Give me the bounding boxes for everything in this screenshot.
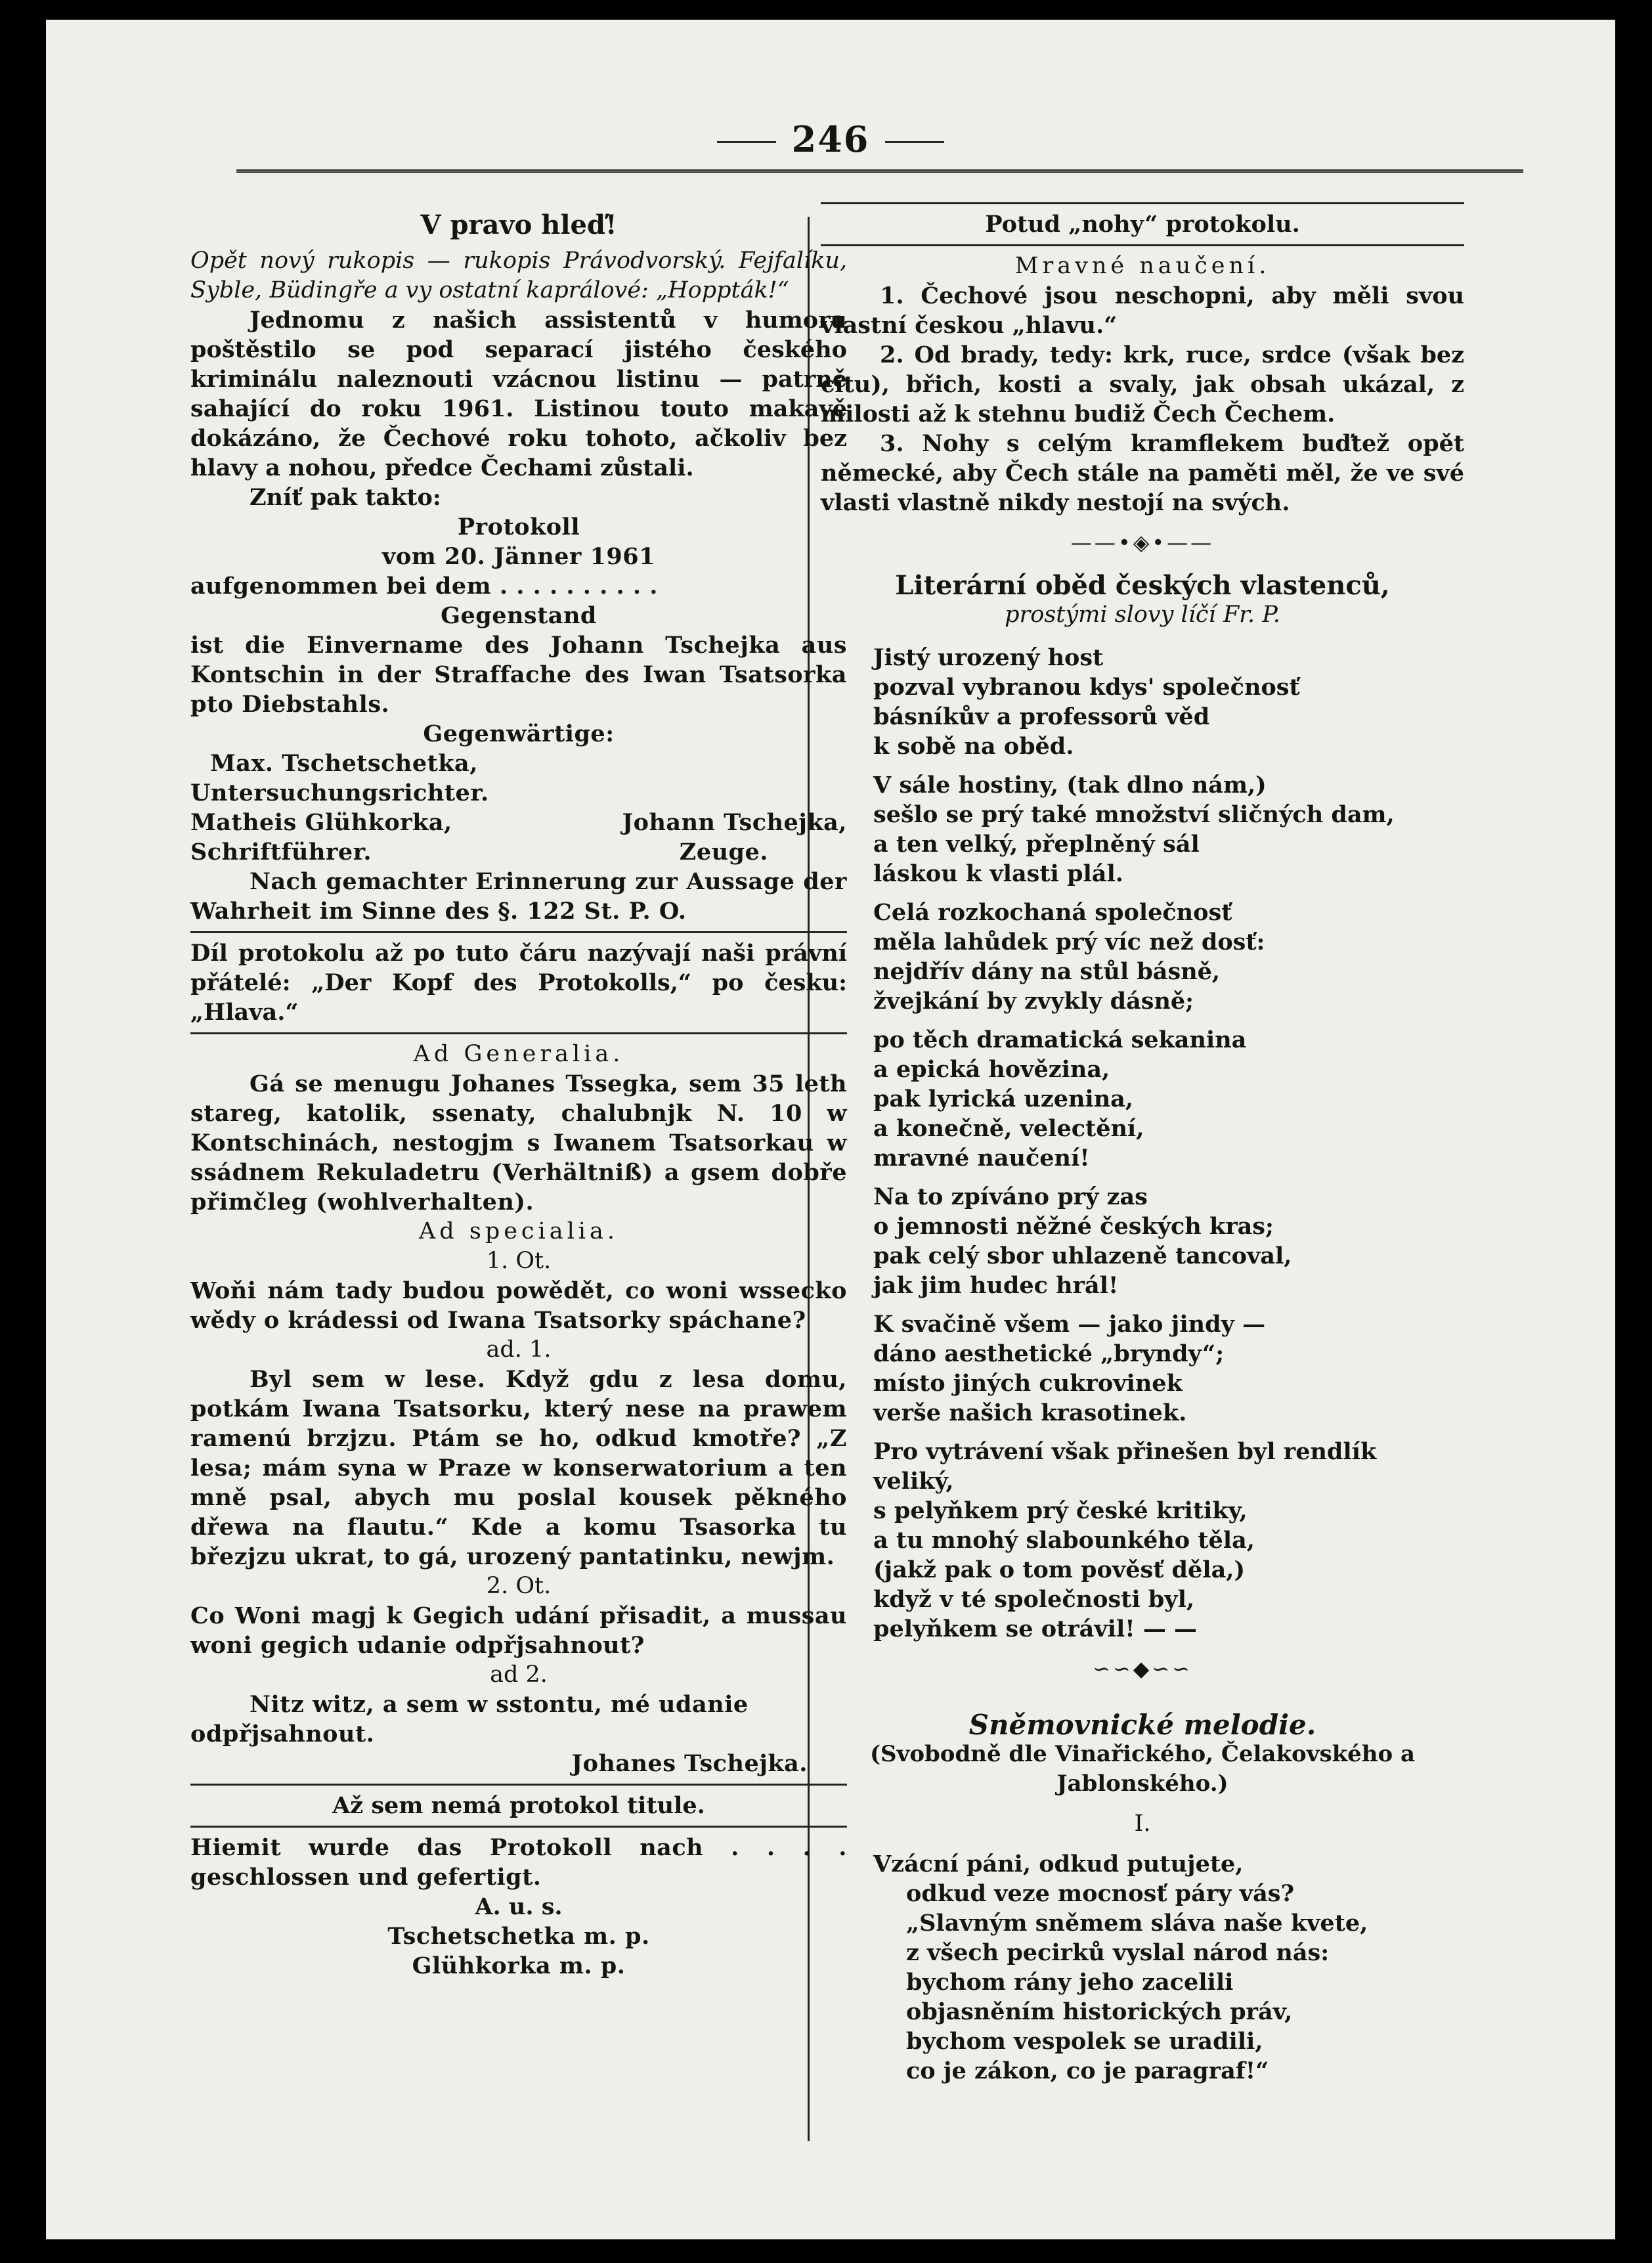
poem-line: co je zákon, co je paragraf!“ xyxy=(906,2057,1269,2084)
poem-line: měla lahůdek prý víc než dosť: xyxy=(873,929,1265,956)
header-dash-right xyxy=(885,141,944,143)
signature-2: Glühkorka m. p. xyxy=(412,1952,626,1979)
poem-line: bychom rány jeho zacelili xyxy=(906,1969,1234,1996)
poem-line: sešlo se prý také množství sličných dam, xyxy=(873,801,1395,828)
poem-line: jak jim hudec hrál! xyxy=(873,1272,1119,1299)
lesson-2: 2. Od brady, tedy: krk, ruce, srdce (však bez citu), břich, kosti a svaly, jak obsah ukázal, z milosti až k stehnu budiž Čech Čechem. xyxy=(821,341,1464,428)
poem xyxy=(821,643,1464,1644)
poem-line: s pelyňkem prý české kritiky, xyxy=(873,1497,1248,1524)
znit: Zníť pak takto: xyxy=(250,484,441,511)
signature-1: Tschetschetka m. p. xyxy=(387,1923,650,1950)
poem-line: láskou k vlasti plál. xyxy=(873,860,1123,887)
right-column xyxy=(821,197,1464,2086)
poem-line: z všech pecirků vyslal národ nás: xyxy=(906,1939,1330,1966)
snem-poem xyxy=(821,1849,1464,2086)
stanza xyxy=(873,898,1464,1016)
header-rule xyxy=(236,169,1523,177)
divider xyxy=(190,1032,847,1034)
ot2: 2. Ot. xyxy=(486,1573,552,1599)
ad-generalia: Ad Generalia. xyxy=(413,1041,624,1067)
lit-title: Literární oběd českých vlastenců, xyxy=(895,570,1390,601)
aufgenommen: aufgenommen bei dem . . . . . . . . . . xyxy=(190,573,658,600)
poem-line: a epická hovězina, xyxy=(873,1056,1110,1083)
poem-line: Na to zpíváno prý zas xyxy=(873,1183,1148,1210)
poem-line: básníkův a professorů věd xyxy=(873,703,1210,730)
poem-line: pelyňkem se otrávil! — — xyxy=(873,1615,1198,1642)
poem-line: „Slavným sněmem sláva naše kvete, xyxy=(906,1910,1368,1937)
poem-line: o jemnosti něžné českých kras; xyxy=(873,1213,1274,1240)
ad2: ad 2. xyxy=(490,1661,548,1688)
lesson-1: 1. Čechové jsou neschopni, aby měli svou vlastní českou „hlavu.“ xyxy=(821,282,1464,339)
protokoll-date: vom 20. Jänner 1961 xyxy=(382,543,655,570)
header-dash-left xyxy=(717,141,776,143)
gegenwartige: Gegenwärtige: xyxy=(423,720,615,747)
roman-numeral: I. xyxy=(1134,1811,1151,1837)
max-line: Max. Tschetschetka, xyxy=(210,750,478,777)
ot1-text: Woňi nám tady budou powědět, co woni wssecko wědy o krádessi od Iwana Tsatsorky spáchane? xyxy=(190,1277,847,1334)
signatories-row xyxy=(190,808,847,837)
stanza xyxy=(873,1025,1464,1173)
lesson-3: 3. Nohy s celým kramflekem buďtež opět německé, aby Čech stále na paměti měl, že ve své vlasti vlastně nikdy nestojí na svých. xyxy=(821,430,1464,516)
poem-line: pak celý sbor uhlazeně tancoval, xyxy=(873,1242,1292,1269)
poem-line: Vzácní páni, odkud putujete, xyxy=(873,1851,1244,1878)
untersuchung-line: Untersuchungsrichter. xyxy=(190,780,489,806)
matheis: Matheis Glühkorka, xyxy=(190,809,452,836)
poem-line: Pro vytrávení však přinešen byl rendlík veliký, xyxy=(873,1438,1377,1495)
poem-line: nejdřív dány na stůl básně, xyxy=(873,958,1221,985)
poem-line: odkud veze mocnosť páry vás? xyxy=(906,1880,1294,1907)
stanza xyxy=(873,1309,1464,1428)
snem-title: Sněmovnické melodie. xyxy=(968,1709,1316,1741)
poem-line: (jakž pak o tom pověsť děla,) xyxy=(873,1556,1245,1583)
nach-text: Nach gemachter Erinnerung zur Aussage der Wahrheit im Sinne des §. 122 St. P. O. xyxy=(190,868,847,925)
poem-line: místo jiných cukrovinek xyxy=(873,1370,1183,1397)
divider xyxy=(190,931,847,933)
ornament-divider: ∽∽◆∽∽ xyxy=(1093,1656,1192,1681)
gegenstand: Gegenstand xyxy=(441,602,597,629)
potud-heading: Potud „nohy“ protokolu. xyxy=(985,211,1300,238)
stanza xyxy=(873,1182,1464,1300)
roles-row xyxy=(190,837,847,867)
poem-line: Celá rozkochaná společnosť xyxy=(873,899,1232,926)
poem-line: bychom vespolek se uradili, xyxy=(906,2028,1263,2055)
poem-line: žvejkání by zvykly dásně; xyxy=(873,988,1194,1015)
poem-line: pak lyrická uzenina, xyxy=(873,1086,1134,1112)
poem-line: K svačině všem — jako jindy — xyxy=(873,1311,1266,1338)
divider xyxy=(821,202,1464,204)
poem-line: Jistý urozený host xyxy=(873,644,1104,671)
poem-line: a konečně, velectění, xyxy=(873,1115,1144,1142)
poem-line: když v té společnosti byl, xyxy=(873,1586,1195,1613)
ad2-signature: Johanes Tschejka. xyxy=(571,1750,808,1777)
ot1: 1. Ot. xyxy=(486,1248,552,1274)
gegenstand-text: ist die Einvername des Johann Tschejka aus Kontschin in der Straffache des Iwan Tsatsorka pto Diebstahls. xyxy=(190,632,847,718)
mravne-heading: Mravné naučení. xyxy=(1014,253,1271,279)
poem-line: objasněním historických práv, xyxy=(906,1998,1293,2025)
johann: Johann Tschejka, xyxy=(622,809,847,836)
divider xyxy=(190,1784,847,1786)
poem-line: dáno aesthetické „bryndy“; xyxy=(873,1340,1225,1367)
snem-subtitle: (Svobodně dle Vinařického, Čelakovského a Jablonského.) xyxy=(869,1741,1416,1797)
generalia-text: Gá se menugu Johanes Tssegka, sem 35 leth stareg, katolik, ssenaty, chalubnjk N. 10 w Kontschinách, nestogjm s Iwanem Tsatsorkau w ssádnem Rekuladetru (Verhältniß) a gsem dobře přimčleg (wohlverhalten). xyxy=(190,1070,847,1216)
intro-italic: Opět nový rukopis — rukopis Právodvorský. Fejfalíku, Syble, Büdingře a vy ostatní kaprálové: „Hoppták!“ xyxy=(190,248,847,303)
stanza xyxy=(873,643,1464,761)
poem-line: po těch dramatická sekanina xyxy=(873,1026,1247,1053)
left-column xyxy=(190,197,847,1981)
ot2-text: Co Woni magj k Gegich udání přisadit, a mussau woni gegich udanie odpřjsahnout? xyxy=(190,1602,847,1659)
lit-subtitle: prostými slovy líčí Fr. P. xyxy=(1005,602,1280,628)
poem-line: verše našich krasotinek. xyxy=(873,1399,1187,1426)
ad-specialia: Ad specialia. xyxy=(419,1218,619,1244)
poem-line: k sobě na oběd. xyxy=(873,733,1074,760)
ad1: ad. 1. xyxy=(486,1336,552,1363)
dil-text: Díl protokolu až po tuto čáru nazývají naši právní přátelé: „Der Kopf des Protokolls,“ po česku: „Hlava.“ xyxy=(190,940,847,1026)
stanza xyxy=(873,1437,1464,1644)
ad2-text: Nitz witz, a sem w sstontu, mé udanie odpřjsahnout. xyxy=(190,1691,749,1747)
page-number: 246 xyxy=(791,118,870,160)
aus: A. u. s. xyxy=(475,1893,563,1920)
ad1-text: Byl sem w lese. Když gdu z lesa domu, potkám Iwana Tsatsorku, který nese na prawem ramenú brzjzu. Ptám se ho, odkud kmotře? „Z lesa; mám syna w Praze w konserwatorium a ten mně psal, abych mu poslal kousek pěkného dřewa na flautu.“ Kde a komu Tsasorka tu březjzu ukrat, to gá, urozený pantatinku, newjm. xyxy=(190,1366,847,1570)
page-header xyxy=(46,118,1615,160)
divider xyxy=(190,1826,847,1828)
poem-line: mravné naučení! xyxy=(873,1145,1090,1172)
poem-line: a tu mnohý slabounkého těla, xyxy=(873,1527,1255,1554)
ornament-divider: ——•◈•—— xyxy=(1070,530,1215,555)
poem-line: pozval vybranou kdys' společnosť xyxy=(873,674,1300,701)
protokoll-heading: Protokoll xyxy=(457,514,580,540)
az-sem: Až sem nemá protokol titule. xyxy=(332,1792,705,1819)
poem-line: V sále hostiny, (tak dlno nám,) xyxy=(873,772,1267,799)
article-title: V pravo hleď! xyxy=(420,209,617,240)
intro-text: Jednomu z našich assistentů v humoru poštěstilo se pod separací jistého českého kriminálu naleznouti vzácnou listinu — patrně sahající do roku 1961. Listinou touto makavě dokázáno, že Čechové roku tohoto, ačkoliv bez hlavy a nohou, předce Čechami zůstali. xyxy=(190,307,847,481)
stanza xyxy=(873,770,1464,889)
schriftfuhrer: Schriftführer. xyxy=(190,839,372,866)
zeuge: Zeuge. xyxy=(679,839,768,866)
poem-line: a ten velký, přeplněný sál xyxy=(873,831,1200,858)
divider xyxy=(821,244,1464,246)
hiemit-text: Hiemit wurde das Protokoll nach . . . . geschlossen und gefertigt. xyxy=(190,1834,847,1891)
